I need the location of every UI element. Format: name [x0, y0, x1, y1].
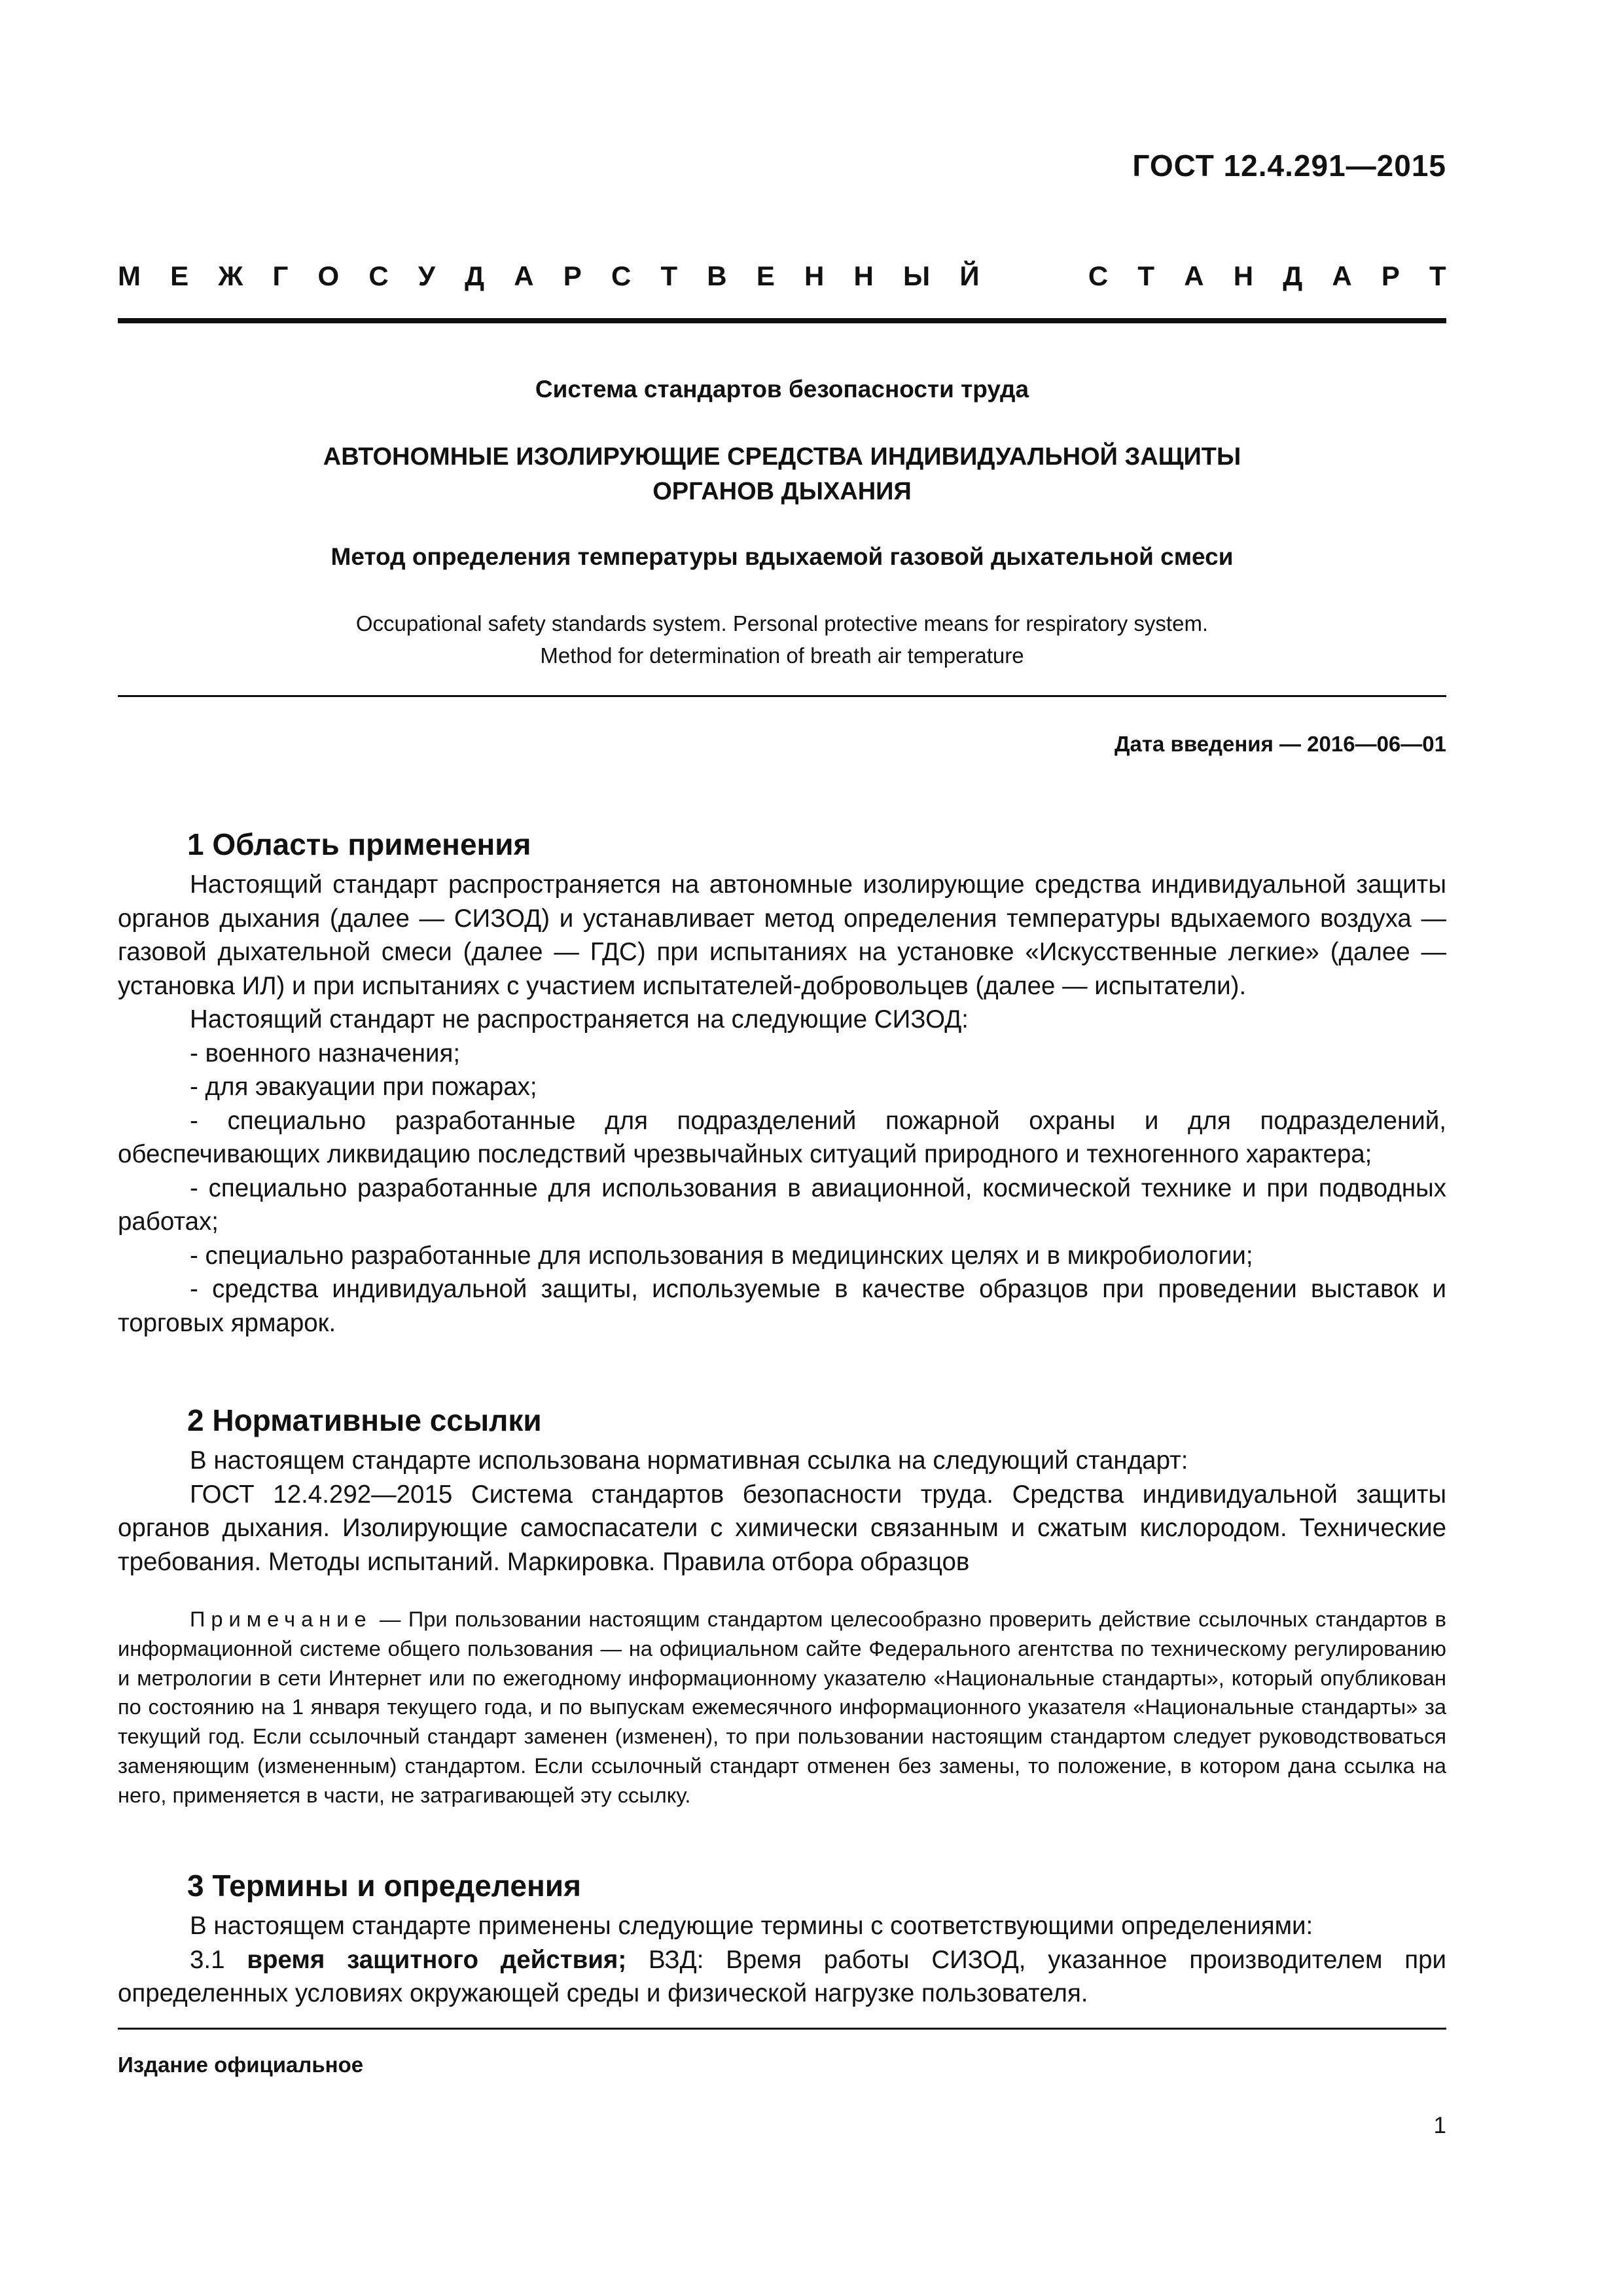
- word-gap: [1009, 260, 1059, 300]
- main-title-line-2: ОРГАНОВ ДЫХАНИЯ: [652, 478, 912, 505]
- section-heading: 2 Нормативные ссылки: [187, 1403, 542, 1437]
- heading-letter: В: [707, 260, 727, 291]
- document-page: [118, 0, 1446, 2296]
- heading-letter: А: [1332, 260, 1352, 291]
- list-item: - специально разработанные для подразделений пожарной охраны и для подразделений, обеспечивающих ликвидацию последствий чрезвычайных ситуаций природного и техногенного характера;: [118, 1106, 1446, 1168]
- note-paragraph: [118, 1605, 1446, 1810]
- footer-rule: [118, 2028, 1446, 2030]
- english-title-line-1: Occupational safety standards system. Personal protective means for respiratory system.: [355, 611, 1209, 636]
- section-heading: 1 Область применения: [187, 827, 531, 861]
- section-terms: [118, 1862, 1446, 2011]
- term: время защитного действия;: [247, 1945, 627, 1974]
- paragraph: ГОСТ 12.4.292—2015 Система стандартов безопасности труда. Средства индивидуальной защиты органов дыхания. Изолирующие самоспасатели с химически связанным и сжатым кислородом. Технические требования. Методы испытаний. Маркировка. Правила отбора образцов: [118, 1480, 1446, 1576]
- paragraph: В настоящем стандарте применены следующие термины с соответствующими определениями:: [190, 1912, 1313, 1940]
- term-definition: [118, 1943, 1446, 2011]
- list-item: - для эвакуации при пожарах;: [190, 1073, 537, 1101]
- english-title: [118, 607, 1446, 672]
- title-rule: [118, 695, 1446, 697]
- heading-letter: С: [368, 260, 389, 291]
- paragraph: В настоящем стандарте использована нормативная ссылка на следующий стандарт:: [190, 1446, 1188, 1475]
- standard-type-heading: [118, 260, 1446, 300]
- heading-letter: А: [1184, 260, 1204, 291]
- heading-letter: Р: [563, 260, 582, 291]
- introduction-date: Дата введения — 2016—06—01: [1115, 732, 1446, 756]
- heading-letter: Т: [1429, 260, 1446, 291]
- heading-letter: Н: [804, 260, 825, 291]
- list-item: - специально разработанные для использования в авиационной, космической технике и при подводных работах;: [118, 1174, 1446, 1236]
- header-rule: [118, 318, 1446, 323]
- heading-letter: Г: [272, 260, 289, 291]
- note: [118, 1605, 1446, 1810]
- main-title: [118, 440, 1446, 509]
- main-title-line-1: АВТОНОМНЫЕ ИЗОЛИРУЮЩИЕ СРЕДСТВА ИНДИВИДУАЛЬНОЙ ЗАЩИТЫ: [323, 443, 1241, 471]
- section-heading: 3 Термины и определения: [187, 1869, 581, 1903]
- page-number: 1: [1433, 2113, 1446, 2138]
- heading-letter: Д: [465, 260, 485, 291]
- list-item: - специально разработанные для использования в медицинских целях и в микробиологии;: [190, 1241, 1253, 1270]
- list-item: - военного назначения;: [190, 1039, 461, 1067]
- heading-letter: Д: [1283, 260, 1303, 291]
- heading-letter: Р: [1381, 260, 1400, 291]
- standards-series: Система стандартов безопасности труда: [535, 376, 1029, 403]
- heading-letter: Й: [959, 260, 980, 291]
- heading-letter: О: [317, 260, 340, 291]
- english-title-line-2: Method for determination of breath air temperature: [540, 643, 1024, 668]
- heading-letter: М: [118, 260, 141, 291]
- paragraph: Настоящий стандарт распространяется на автономные изолирующие средства индивидуальной защиты органов дыхания (далее — СИЗОД) и устанавливает метод определения температуры вдыхаемого воздуха — газовой дыхательной смеси (далее — ГДС) при испытаниях на установке «Искусственные легкие» (далее — установка ИЛ) и при испытаниях с участием испытателей-добровольцев (далее — испытатели).: [118, 870, 1446, 1000]
- term-number: 3.1: [190, 1945, 247, 1974]
- heading-letter: С: [1088, 260, 1109, 291]
- heading-letter: Е: [170, 260, 189, 291]
- heading-letter: Н: [853, 260, 874, 291]
- subtitle: Метод определения температуры вдыхаемой газовой дыхательной смеси: [330, 543, 1234, 570]
- heading-letter: Ж: [218, 260, 243, 291]
- heading-letter: Н: [1233, 260, 1254, 291]
- heading-letter: С: [611, 260, 632, 291]
- section-scope: [118, 821, 1446, 1340]
- heading-letter: Т: [660, 260, 678, 291]
- list-item: - средства индивидуальной защиты, используемые в качестве образцов при проведении выставок и торговых ярмарок.: [118, 1275, 1446, 1337]
- document-code: ГОСТ 12.4.291—2015: [1132, 149, 1446, 183]
- edition-label: Издание официальное: [118, 2053, 364, 2077]
- term-definition-text: ВЗД: Время работы СИЗОД, указанное производителем при определенных условиях окружающей среды и физической нагрузке пользователя.: [118, 1945, 1446, 2007]
- heading-letter: Ы: [903, 260, 931, 291]
- note-text: — При пользовании настоящим стандартом целесообразно проверить действие ссылочных стандартов в информационной системе общего пользования — на официальном сайте Федерального агентства по техническому регулированию и метрологии в сети Интернет или по ежегодному информационному указателю «Национальные стандарты», который опубликован по состоянию на 1 января текущего года, и по выпускам ежемесячного информационного указателя «Национальные стандарты» за текущий год. Если ссылочный стандарт заменен (изменен), то при пользовании настоящим стандартом следует руководствоваться заменяющим (измененным) стандартом. Если ссылочный стандарт отменен без замены, то положение, в котором дана ссылка на него, применяется в части, не затрагивающей эту ссылку.: [118, 1607, 1446, 1807]
- heading-letter: Е: [756, 260, 775, 291]
- heading-letter: У: [418, 260, 435, 291]
- paragraph: Настоящий стандарт не распространяется на следующие СИЗОД:: [190, 1005, 969, 1033]
- heading-letter: А: [514, 260, 534, 291]
- heading-letter: Т: [1137, 260, 1155, 291]
- note-label: Примечание: [190, 1607, 372, 1631]
- section-normative-references: [118, 1397, 1446, 1579]
